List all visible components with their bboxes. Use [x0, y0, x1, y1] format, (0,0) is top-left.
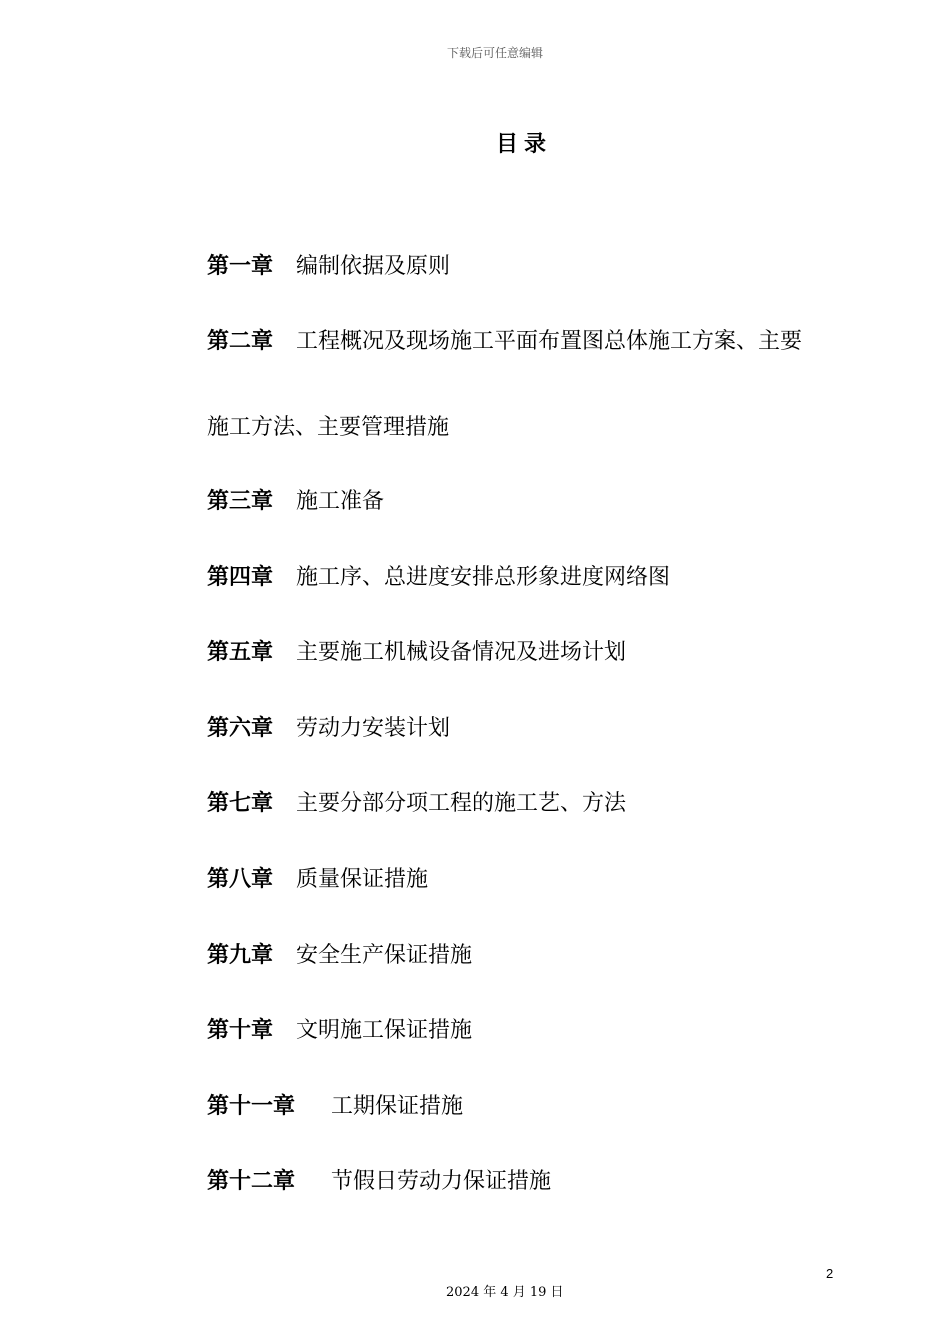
- chapter-title: 工期保证措施: [331, 1094, 464, 1119]
- chapter-number: 第五章: [207, 639, 274, 665]
- toc-entry-5[interactable]: [207, 638, 626, 667]
- toc-title: 目录: [496, 132, 553, 157]
- toc-entry-2[interactable]: [207, 327, 802, 356]
- chapter-title-continued: 施工方法、主要管理措施: [207, 415, 450, 440]
- chapter-number: 第八章: [207, 866, 274, 892]
- toc-entry-8[interactable]: [207, 865, 428, 894]
- chapter-number: 第四章: [207, 564, 274, 590]
- chapter-number: 第六章: [207, 715, 274, 741]
- chapter-number: 第七章: [207, 790, 274, 816]
- chapter-title: 主要施工机械设备情况及进场计划: [296, 640, 627, 665]
- chapter-title: 文明施工保证措施: [296, 1018, 473, 1043]
- chapter-title: 施工序、总进度安排总形象进度网络图: [296, 565, 671, 590]
- chapter-number: 第三章: [207, 488, 274, 514]
- toc-entry-4[interactable]: [207, 563, 670, 592]
- toc-entry-10[interactable]: [207, 1016, 472, 1045]
- toc-entry-12[interactable]: [207, 1167, 551, 1196]
- chapter-title: 节假日劳动力保证措施: [331, 1169, 552, 1194]
- chapter-title: 工程概况及现场施工平面布置图总体施工方案、主要: [296, 329, 803, 354]
- header-note: 下载后可任意编辑: [447, 46, 544, 60]
- chapter-title: 编制依据及原则: [296, 254, 451, 279]
- chapter-number: 第九章: [207, 942, 274, 968]
- page-number: 2: [826, 1266, 834, 1281]
- chapter-title: 主要分部分项工程的施工艺、方法: [296, 791, 627, 816]
- toc-entry-3[interactable]: [207, 487, 384, 516]
- chapter-number: 第二章: [207, 328, 274, 354]
- chapter-title: 质量保证措施: [296, 867, 429, 892]
- chapter-number: 第十二章: [207, 1168, 296, 1194]
- chapter-title: 劳动力安装计划: [296, 716, 451, 741]
- footer-date: 2024 年 4 月 19 日: [446, 1285, 564, 1300]
- toc-entry-7[interactable]: [207, 789, 626, 818]
- chapter-number: 第一章: [207, 253, 274, 279]
- toc-entry-6[interactable]: [207, 714, 450, 743]
- toc-entry-11[interactable]: [207, 1092, 463, 1121]
- toc-entry-9[interactable]: [207, 941, 472, 970]
- toc-entry-2-continued[interactable]: [207, 414, 449, 442]
- chapter-title: 安全生产保证措施: [296, 943, 473, 968]
- toc-entry-1[interactable]: [207, 252, 450, 281]
- chapter-title: 施工准备: [296, 489, 385, 514]
- chapter-number: 第十一章: [207, 1093, 296, 1119]
- chapter-number: 第十章: [207, 1017, 274, 1043]
